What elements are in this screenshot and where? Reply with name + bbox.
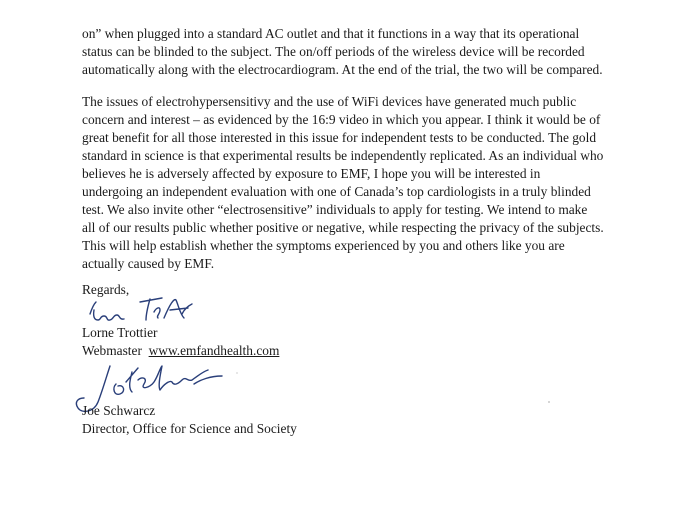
text-line: great benefit for all those interested in this issue for independent tests to be conducted. The gold [82, 130, 597, 145]
text-line: This will help establish whether the symptoms experienced by you and others like you are [82, 238, 565, 253]
text-line: all of our results public whether positive or negative, while respecting the privacy of the subjects. [82, 220, 604, 235]
text-line: believes he is adversely affected by exposure to EMF, I hope you will be interested in [82, 166, 541, 181]
signer-title: Director, Office for Science and Society [82, 421, 297, 436]
text-line: standard in science is that experimental results be independently replicated. As an individual who [82, 148, 604, 163]
signer-title-line [82, 342, 279, 360]
text-line: on” when plugged into a standard AC outlet and that it functions in a way that its operational [82, 26, 580, 41]
signer-name: Joe Schwarcz [82, 403, 156, 418]
website-link[interactable]: www.emfandhealth.com [148, 343, 280, 358]
signer-name: Lorne Trottier [82, 325, 158, 340]
text-line: The issues of electrohypersensitivy and the use of WiFi devices have generated much public [82, 94, 577, 109]
text-line: status can be blinded to the subject. The on/off periods of the wireless device will be recorded [82, 44, 585, 59]
closing-salutation: Regards, [82, 282, 130, 297]
scan-speck [548, 401, 550, 403]
scan-speck [236, 372, 238, 374]
text-line: concern and interest – as evidenced by the 16:9 video in which you appear. I think it would be of [82, 112, 601, 127]
signer-title: Webmaster [82, 343, 142, 358]
text-line: actually caused by EMF. [82, 256, 215, 271]
text-line: undergoing an independent evaluation with one of Canada’s top cardiologists in a truly blinded [82, 184, 591, 199]
text-line: automatically along with the electrocardiogram. At the end of the trial, the two will be compared. [82, 62, 603, 77]
signature-lorne-trottier [84, 294, 214, 326]
text-line: test. We also invite other “electrosensitive” individuals to apply for testing. We intend to make [82, 202, 588, 217]
